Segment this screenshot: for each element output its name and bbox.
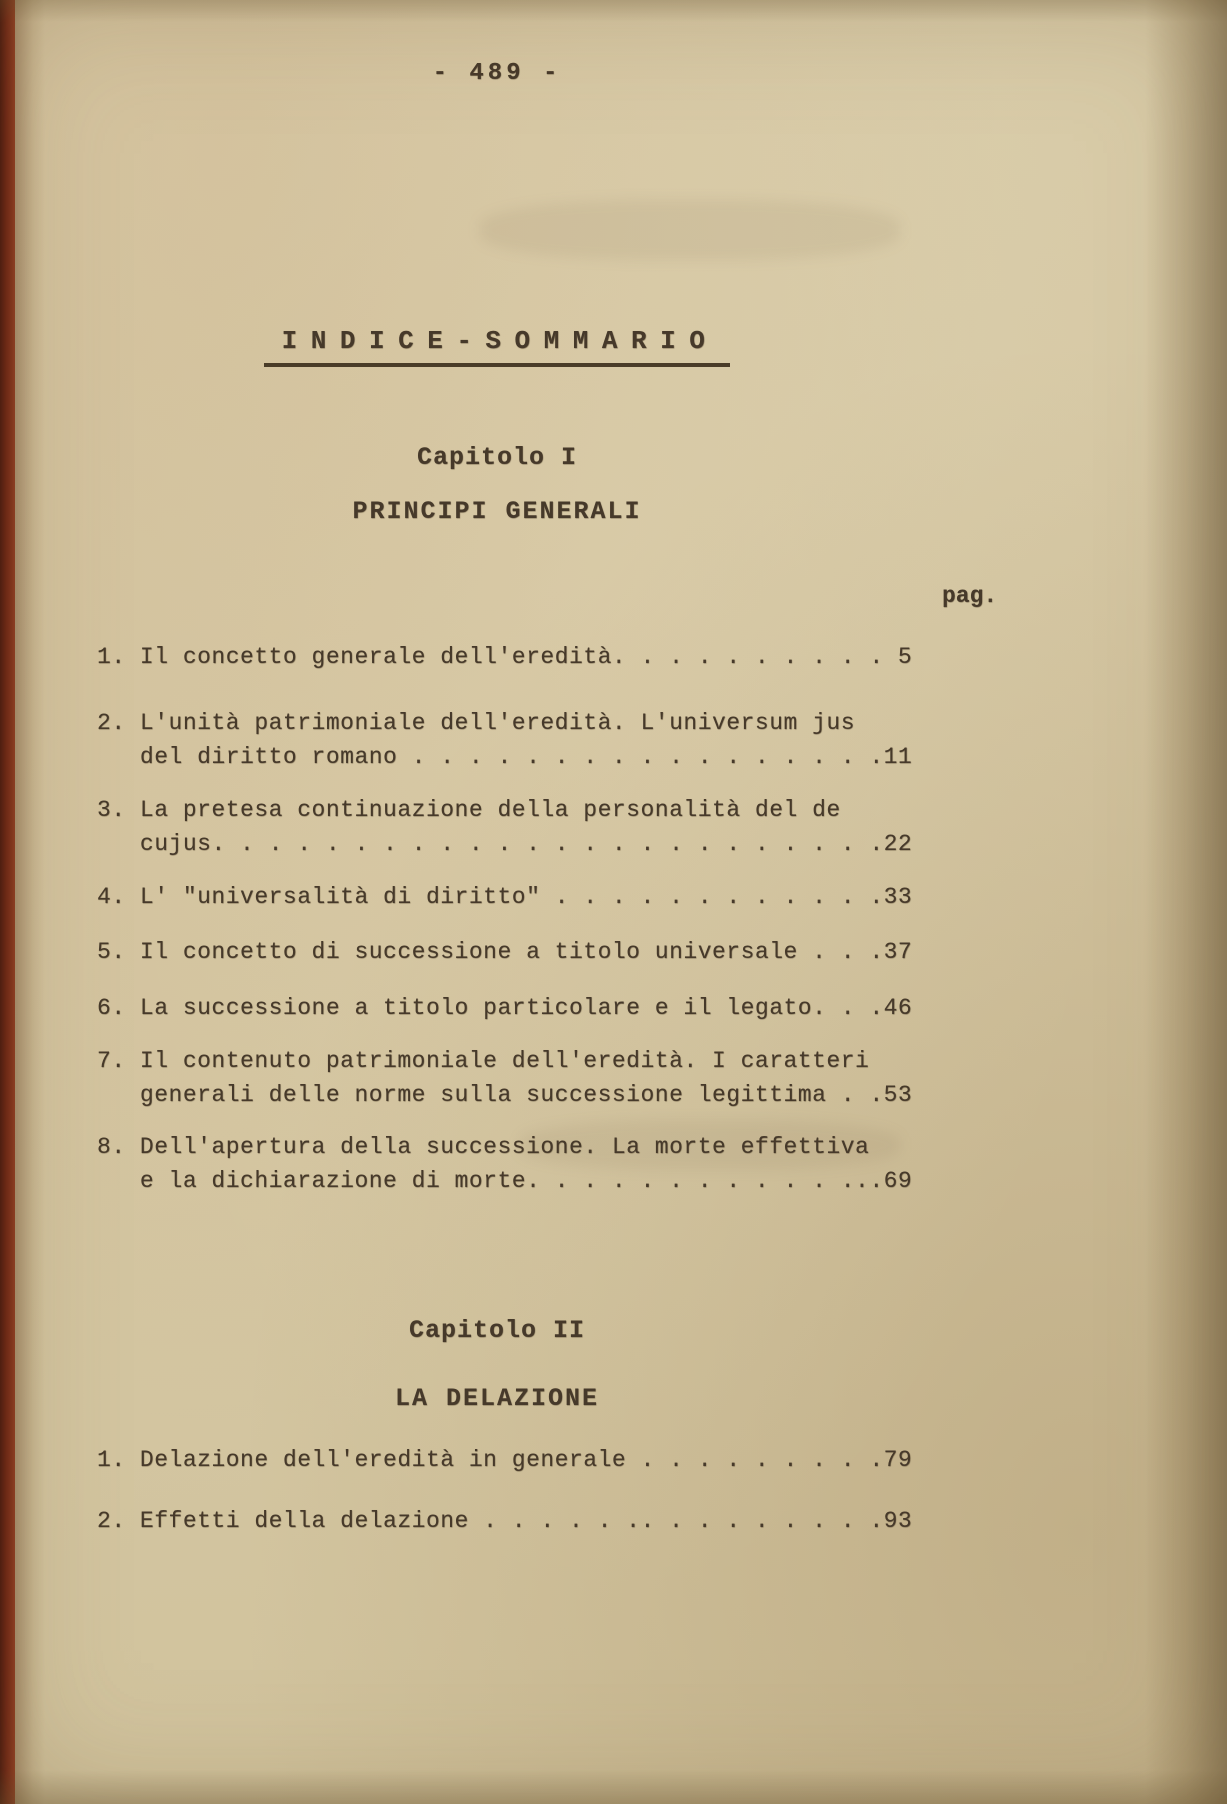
toc-entry-line: 1. Delazione dell'eredità in generale . . . . . . . . .79 <box>97 1447 913 1473</box>
document-title: INDICE-SOMMARIO <box>97 326 897 367</box>
page-column-label: pag. <box>942 583 998 609</box>
toc-entry-line: del diritto romano . . . . . . . . . . . . . . . . .11 <box>97 744 913 770</box>
toc-entry-line: 1. Il concetto generale dell'eredità. . . . . . . . . . 5 <box>97 644 913 670</box>
chapter2-subheading: LA DELAZIONE <box>394 1384 600 1413</box>
toc-entry-line: 2. Effetti della delazione . . . . . .. . . . . . . . .93 <box>97 1508 913 1534</box>
toc-entry-line: 6. La successione a titolo particolare e il legato. . .46 <box>97 995 913 1021</box>
chapter2-heading: Capitolo II <box>408 1316 586 1345</box>
page-left-binding-edge <box>0 0 15 1804</box>
toc-content <box>97 0 998 1804</box>
toc-entry-line: generali delle norme sulla successione legittima . .53 <box>97 1082 913 1108</box>
toc-entry-line: e la dichiarazione di morte. . . . . . . . . . . ...69 <box>97 1168 913 1194</box>
chapter1-subheading: PRINCIPI GENERALI <box>352 497 642 526</box>
toc-entry-line: 4. L' "universalità di diritto" . . . . . . . . . . . .33 <box>97 884 913 910</box>
toc-entry-line: 3. La pretesa continuazione della personalità del de <box>97 797 841 823</box>
page-right-curl-shadow <box>1145 0 1227 1804</box>
page-left-shadow <box>15 0 45 1804</box>
toc-entry-line: 5. Il concetto di successione a titolo universale . . .37 <box>97 939 913 965</box>
chapter1-heading: Capitolo I <box>416 443 578 472</box>
toc-entry-line: 7. Il contenuto patrimoniale dell'eredità. I caratteri <box>97 1048 870 1074</box>
toc-entry-line: 2. L'unità patrimoniale dell'eredità. L'universum jus <box>97 710 856 736</box>
page-number: - 489 - <box>432 60 562 87</box>
toc-entry-line: cujus. . . . . . . . . . . . . . . . . . . . . . . .22 <box>97 831 913 857</box>
toc-entry-line: 8. Dell'apertura della successione. La morte effettiva <box>97 1134 870 1160</box>
